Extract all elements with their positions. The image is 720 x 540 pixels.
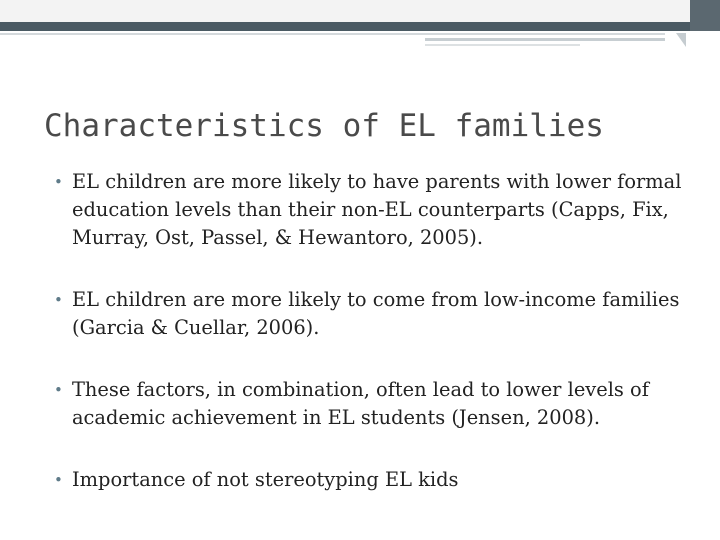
- header-band-corner: [690, 0, 720, 31]
- bullet-text: These factors, in combination, often lead to lower levels of academic achievement in EL students (Jensen, 2008).: [72, 378, 649, 429]
- header-stripe: [425, 38, 665, 41]
- bullet-text: EL children are more likely to have parents with lower formal education levels than their non-EL counterparts (Capps, Fix, Murray, Ost, Passel, & Hewantoro, 2005).: [72, 170, 682, 249]
- header-band-dark: [0, 22, 720, 31]
- bullet-icon: •: [54, 471, 63, 489]
- bullet-list: [52, 168, 692, 528]
- bullet-icon: •: [54, 173, 63, 191]
- slide-title: Characteristics of EL families: [44, 108, 604, 144]
- bullet-text: EL children are more likely to come from low-income families (Garcia & Cuellar, 2006).: [72, 288, 680, 339]
- header-band-light: [0, 0, 720, 22]
- header-corner-triangle: [676, 33, 686, 47]
- bullet-item: [52, 168, 692, 252]
- bullet-icon: •: [54, 381, 63, 399]
- bullet-icon: •: [54, 291, 63, 309]
- bullet-item: [52, 286, 692, 342]
- header-stripe: [0, 33, 665, 35]
- bullet-item: [52, 376, 692, 432]
- bullet-item: [52, 466, 692, 494]
- bullet-text: Importance of not stereotyping EL kids: [72, 468, 459, 491]
- header-stripe: [425, 44, 580, 46]
